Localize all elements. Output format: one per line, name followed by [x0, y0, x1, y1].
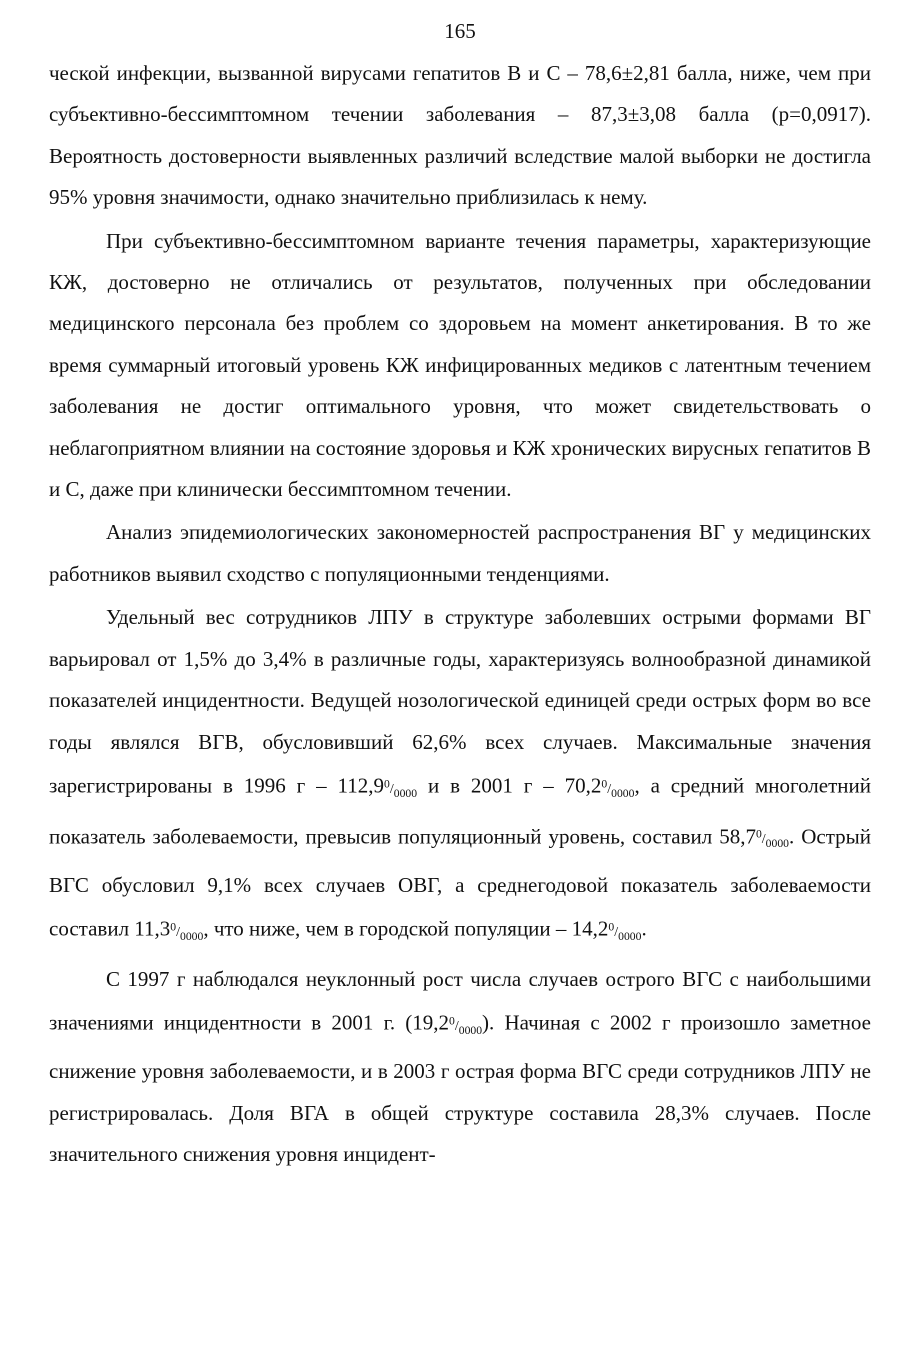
- paragraph-4: [49, 597, 871, 957]
- unit-per-ten-thousand: [755, 827, 789, 851]
- paragraph-1: ческой инфекции, вызванной вирусами гепатитов В и С – 78,6±2,81 балла, ниже, чем при субъективно-бессимптомном течении заболевания – 87,3±3,08 балла (р=0,0917). Вероятность достоверности выявленных различий вследствие малой выборки не достигла 95% уровня значимости, однако значительно приблизилась к нему.: [49, 61, 871, 210]
- text-run: . Острый ВГС обусловил 9,1% всех случаев ОВГ, а среднегодовой показатель заболеваемости составил 11,3: [49, 824, 871, 941]
- unit-sup: 0: [384, 776, 390, 790]
- text-run: ). Начиная с 2002 г произошло заметное снижение уровня заболеваемости, и в 2003 г острая форма ВГС среди сотрудников ЛПУ не регистрировалась. Доля ВГА в общей структуре составила 28,3% случаев. После значительного снижения уровня инцидент-: [49, 1010, 872, 1166]
- text-run: С 1997 г наблюдался неуклонный рост числа случаев острого ВГС с наибольшими значениями инцидентности в 2001 г. (19,2: [49, 966, 871, 1035]
- unit-sup: 0: [601, 776, 608, 790]
- page-number: 165: [444, 19, 476, 43]
- text-run: , что ниже, чем в городской популяции – 14,2: [203, 916, 609, 941]
- unit-sub: 0000: [611, 786, 635, 800]
- text-run: Удельный вес сотрудников ЛПУ в структуре заболевших острыми формами ВГ варьировал от 1,5% до 3,4% в различные годы, характеризуясь волнообразной динамикой показателей инцидентности. Ведущей нозологической единицей среди острых форм во все годы являлся ВГВ, обусловивший 62,6% всех случаев. Максимальные значения зарегистрированы в 1996 г – 112,9: [49, 605, 871, 798]
- text-run: и в 2001 г – 70,2: [417, 773, 602, 798]
- unit-slash: /: [176, 924, 180, 940]
- unit-slash: /: [761, 832, 766, 848]
- text-run: , а средний многолетний показатель заболеваемости, превысив популяционный уровень, составил 58,7: [49, 773, 871, 849]
- unit-slash: /: [607, 781, 612, 797]
- body-text: [49, 53, 871, 1175]
- unit-per-ten-thousand: [170, 920, 204, 943]
- unit-slash: /: [389, 781, 394, 797]
- unit-per-ten-thousand: [384, 776, 418, 800]
- unit-per-ten-thousand: [608, 920, 642, 943]
- paragraph-2: При субъективно-бессимптомном варианте течения параметры, характеризующие КЖ, достоверно не отличались от результатов, полученных при обследовании медицинского персонала без проблем со здоровьем на момент анкетирования. В то же время суммарный итоговый уровень КЖ инфицированных медиков с латентным течением заболевания не достиг оптимального уровня, что может свидетельствовать о неблагоприятном влиянии на состояние здоровья и КЖ хронических вирусных гепатитов В и С, даже при клинически бессимптомном течении.: [49, 228, 871, 502]
- unit-sub: 0000: [180, 929, 204, 943]
- text-run: .: [641, 916, 647, 941]
- unit-sup: 0: [608, 920, 615, 934]
- unit-sup: 0: [755, 827, 762, 841]
- unit-sub: 0000: [458, 1023, 483, 1037]
- unit-sub: 0000: [393, 786, 418, 800]
- unit-sup: 0: [449, 1014, 455, 1028]
- unit-per-ten-thousand: [449, 1014, 483, 1037]
- paragraph-5: [49, 959, 871, 1175]
- unit-slash: /: [614, 924, 619, 940]
- unit-sub: 0000: [618, 929, 642, 943]
- unit-slash: /: [454, 1018, 459, 1034]
- paragraph-3: Анализ эпидемиологических закономерностей распространения ВГ у медицинских работников выявил сходство с популяционными тенденциями.: [49, 520, 871, 586]
- unit-sup: 0: [170, 920, 177, 934]
- unit-per-ten-thousand: [601, 776, 635, 800]
- unit-sub: 0000: [765, 837, 789, 851]
